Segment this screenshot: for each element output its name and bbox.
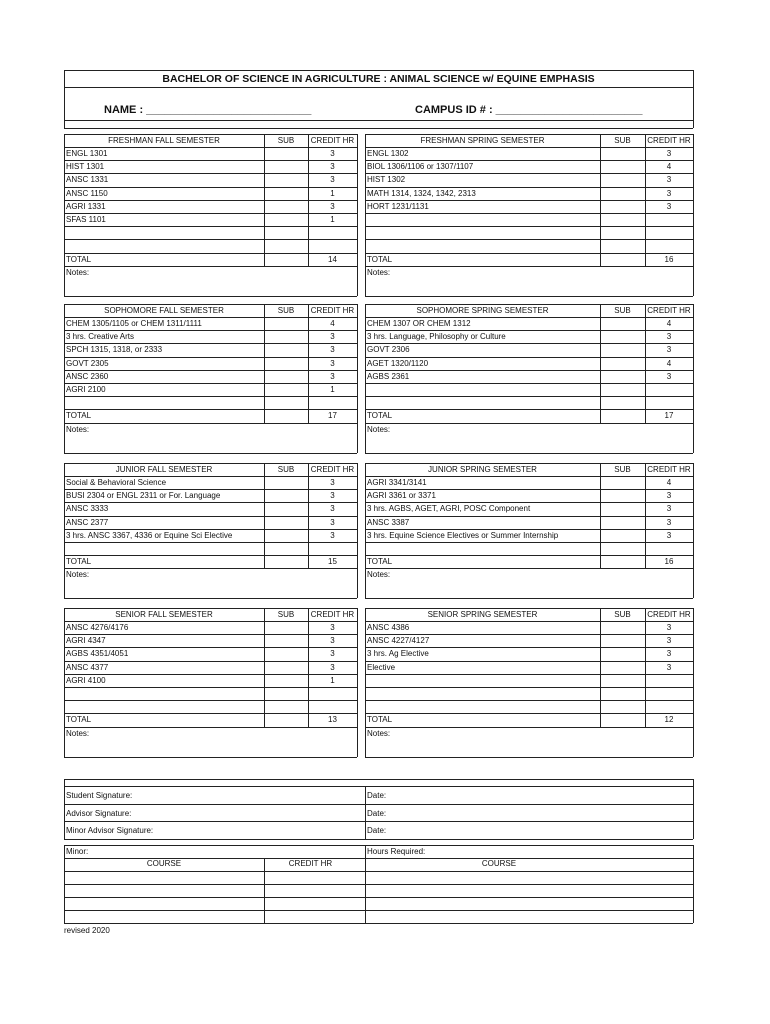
course-name: BUSI 2304 or ENGL 2311 or For. Language (66, 491, 221, 501)
credit-hr-value: 3 (666, 623, 672, 632)
semester-name: FRESHMAN FALL SEMESTER (108, 136, 220, 145)
total-credit-value: 17 (328, 411, 337, 421)
course-name: AGRI 3341/3141 (367, 478, 427, 487)
course-name: ENGL 1301 (66, 149, 108, 158)
semester-name: FRESHMAN SPRING SEMESTER (420, 136, 545, 145)
sub-cell[interactable] (600, 239, 645, 252)
course-name: ANSC 4276/4176 (66, 623, 129, 632)
credit-hr-value: 4 (666, 162, 672, 172)
sub-cell[interactable] (264, 213, 308, 226)
signature-row-rule (64, 839, 693, 840)
total-label: TOTAL (66, 715, 92, 725)
credit-hr-value: 3 (330, 517, 335, 527)
credit-hr-value: 3 (330, 623, 335, 632)
hours-required-label: Hours Required: (367, 847, 426, 856)
course-name: Elective (367, 662, 396, 672)
sub-cell[interactable] (264, 674, 308, 687)
semester-name: SENIOR FALL SEMESTER (115, 610, 213, 619)
sub-cell[interactable] (600, 476, 645, 489)
credit-hr-value: 3 (330, 491, 335, 501)
sub-cell[interactable] (600, 489, 645, 502)
course-name: GOVT 2306 (367, 345, 410, 355)
sub-cell[interactable] (264, 529, 308, 542)
credit-hr-value: 3 (330, 662, 335, 672)
course-name: ANSC 3333 (66, 504, 109, 514)
notes-label: Notes: (367, 267, 391, 277)
signature-divider (365, 786, 366, 839)
credit-hr-value: 3 (330, 649, 335, 659)
sub-cell[interactable] (264, 370, 308, 383)
total-row-rule (365, 568, 693, 569)
sub-cell[interactable] (264, 357, 308, 370)
course-name: BIOL 1306/1106 or 1307/1107 (367, 162, 474, 172)
sub-cell[interactable] (264, 502, 308, 515)
credit-hr-value: 3 (666, 345, 672, 355)
course-name: 3 hrs. AGBS, AGET, AGRI, POSC Component (367, 504, 531, 514)
semester-bottom (365, 296, 693, 297)
total-row-rule (64, 727, 357, 728)
total-label: TOTAL (367, 557, 393, 567)
campus-id-field[interactable]: CAMPUS ID # : ________________________ (415, 104, 643, 116)
sub-cell[interactable] (264, 396, 308, 409)
sub-column-header: SUB (277, 610, 295, 619)
course-row-rule (365, 555, 693, 556)
notes-label: Notes: (66, 424, 90, 434)
course-name: AGRI 2100 (66, 385, 106, 394)
total-row-rule (365, 727, 693, 728)
credit-hr-column-header: CREDIT HR (647, 136, 691, 145)
sub-cell[interactable] (600, 647, 645, 660)
credit-hr-value: 3 (666, 332, 672, 342)
sub-cell[interactable] (600, 213, 645, 226)
date-field[interactable]: Date: (367, 791, 387, 800)
sub-cell[interactable] (264, 476, 308, 489)
v-rule (365, 608, 366, 757)
course-row-rule (64, 239, 357, 240)
sub-column-header: SUB (277, 306, 295, 315)
course-name: CHEM 1307 OR CHEM 1312 (367, 319, 471, 328)
course-name: ANSC 1331 (66, 175, 109, 185)
course-row-rule (365, 253, 693, 254)
credit-hr-value: 3 (330, 149, 335, 158)
notes-label: Notes: (367, 570, 391, 580)
semester-bottom (365, 598, 693, 599)
total-credit-value: 15 (328, 557, 337, 567)
total-credit-value: 13 (328, 715, 337, 725)
sub-cell[interactable] (600, 317, 645, 330)
credit-hr-column-header: CREDIT HR (310, 465, 355, 474)
sub-cell[interactable] (600, 687, 645, 700)
total-label: TOTAL (66, 254, 92, 264)
sub-cell[interactable] (264, 160, 308, 173)
credit-hr-value: 4 (666, 319, 672, 328)
course-name: HORT 1231/1131 (367, 201, 429, 211)
total-credit-value: 16 (664, 557, 674, 567)
sub-cell[interactable] (264, 634, 308, 647)
credit-hr-value: 3 (330, 332, 335, 342)
course-name: 3 hrs. Language, Philosophy or Culture (367, 332, 506, 342)
course-name: ENGL 1302 (367, 149, 409, 158)
minor-row-rule (64, 910, 693, 911)
minor-right-course-column-header: COURSE (481, 859, 517, 868)
total-label: TOTAL (66, 557, 92, 567)
course-name: 3 hrs. Equine Science Electives or Summer Internship (367, 530, 559, 540)
total-label: TOTAL (66, 411, 92, 421)
credit-hr-value: 4 (330, 319, 335, 328)
course-name: 3 hrs. Creative Arts (66, 332, 135, 342)
minor-advisor-signature-field[interactable]: Minor Advisor Signature: (66, 826, 154, 835)
date-field[interactable]: Date: (367, 808, 387, 818)
sub-cell[interactable] (600, 357, 645, 370)
v-rule (693, 304, 694, 453)
course-name: AGRI 4100 (66, 675, 106, 685)
total-label: TOTAL (367, 254, 393, 264)
notes-label: Notes: (66, 728, 90, 738)
semester-name: SENIOR SPRING SEMESTER (427, 610, 538, 619)
student-signature-field[interactable]: Student Signature: (66, 791, 133, 800)
sub-cell[interactable] (264, 700, 308, 713)
course-name: AGRI 4347 (66, 636, 106, 646)
course-row-rule (64, 396, 357, 397)
credit-hr-column-header: CREDIT HR (647, 465, 691, 474)
sub-cell[interactable] (264, 239, 308, 252)
minor-row-rule (64, 884, 693, 885)
total-row-rule (365, 266, 693, 267)
credit-hr-column-header: CREDIT HR (310, 610, 355, 619)
course-name: MATH 1314, 1324, 1342, 2313 (367, 188, 476, 198)
course-row-rule (64, 687, 357, 688)
minor-label: Minor: (66, 847, 89, 856)
course-name: GOVT 2305 (66, 358, 109, 368)
total-credit-value: 12 (664, 715, 674, 725)
signature-box-top (64, 779, 693, 780)
credit-hr-value: 3 (330, 345, 335, 355)
notes-label: Notes: (66, 570, 90, 580)
credit-hr-value: 3 (666, 491, 672, 501)
credit-hr-value: 3 (666, 201, 672, 211)
title-box-line (64, 120, 693, 121)
sub-cell[interactable] (600, 542, 645, 555)
credit-hr-column-header: CREDIT HR (647, 610, 691, 619)
advisor-signature-field[interactable]: Advisor Signature: (66, 808, 132, 818)
v-rule (64, 463, 65, 598)
sub-column-header: SUB (614, 465, 631, 474)
semester-name: JUNIOR SPRING SEMESTER (428, 465, 537, 474)
minor-row-rule (64, 897, 693, 898)
notes-label: Notes: (66, 267, 90, 277)
sub-column-header: SUB (614, 610, 631, 619)
credit-hr-value: 3 (666, 530, 672, 540)
v-rule (357, 463, 358, 598)
course-name: SFAS 1101 (66, 215, 106, 224)
sub-cell[interactable] (264, 343, 308, 356)
course-name: ANSC 4377 (66, 662, 109, 672)
course-name: SPCH 1315, 1318, or 2333 (66, 345, 163, 355)
credit-hr-value: 3 (666, 636, 672, 646)
sub-cell[interactable] (264, 489, 308, 502)
credit-hr-value: 3 (666, 662, 672, 672)
v-rule (693, 463, 694, 598)
title-box-mid (64, 87, 693, 88)
credit-hr-column-header: CREDIT HR (310, 306, 355, 315)
credit-hr-value: 3 (666, 504, 672, 514)
sub-cell[interactable] (600, 661, 645, 674)
credit-hr-value: 3 (666, 371, 672, 381)
credit-hr-value: 1 (330, 675, 335, 685)
total-row-rule (64, 568, 357, 569)
v-rule (693, 845, 694, 923)
v-rule (693, 134, 694, 296)
minor-row-rule (64, 871, 693, 872)
credit-hr-value: 3 (330, 504, 335, 514)
credit-hr-column-header: CREDIT HR (647, 306, 691, 315)
course-name: AGET 1320/1120 (367, 358, 429, 368)
sub-cell[interactable] (600, 529, 645, 542)
semester-bottom (365, 453, 693, 454)
v-rule (365, 134, 366, 296)
sub-cell[interactable] (264, 516, 308, 529)
credit-hr-value: 3 (330, 478, 335, 487)
v-rule (357, 304, 358, 453)
v-rule (357, 608, 358, 757)
credit-hr-value: 1 (330, 215, 335, 224)
sub-cell[interactable] (600, 383, 645, 396)
minor-row-rule (64, 923, 693, 924)
signature-row-rule (64, 786, 693, 787)
credit-hr-value: 4 (666, 478, 672, 487)
sub-cell[interactable] (264, 187, 308, 200)
credit-hr-value: 3 (666, 649, 672, 659)
credit-hr-value: 3 (330, 162, 335, 172)
semester-name: SOPHOMORE FALL SEMESTER (104, 306, 224, 315)
sub-cell[interactable] (264, 200, 308, 213)
course-name: AGBS 2361 (367, 371, 410, 381)
notes-label: Notes: (367, 728, 391, 738)
total-row-rule (365, 423, 693, 424)
v-rule (365, 304, 366, 453)
minor-credit-hr-column-header: CREDIT HR (288, 859, 333, 868)
credit-hr-value: 3 (666, 188, 672, 198)
semester-bottom (64, 757, 357, 758)
sub-cell[interactable] (264, 687, 308, 700)
sub-cell[interactable] (600, 396, 645, 409)
sub-column-header: SUB (277, 465, 295, 474)
total-credit-value: 17 (664, 411, 674, 421)
sub-cell[interactable] (600, 634, 645, 647)
v-rule (693, 779, 694, 839)
semester-bottom (64, 598, 357, 599)
signature-row-rule (64, 821, 693, 822)
course-name: AGRI 3361 or 3371 (367, 491, 436, 501)
credit-hr-column-header: CREDIT HR (310, 136, 355, 145)
page-title: BACHELOR OF SCIENCE IN AGRICULTURE : ANIMAL SCIENCE w/ EQUINE EMPHASIS (162, 73, 595, 85)
credit-hr-value: 3 (330, 636, 335, 646)
course-name: ANSC 2377 (66, 517, 109, 527)
credit-hr-value: 3 (330, 358, 335, 368)
credit-hr-value: 3 (666, 517, 672, 527)
semester-name: JUNIOR FALL SEMESTER (115, 465, 213, 474)
notes-label: Notes: (367, 424, 391, 434)
course-name: ANSC 4386 (367, 623, 410, 632)
title-box-top (64, 70, 693, 71)
sub-cell[interactable] (264, 661, 308, 674)
credit-hr-value: 3 (330, 371, 335, 381)
course-row-rule (64, 700, 357, 701)
course-name: ANSC 4227/4127 (367, 636, 430, 646)
sub-column-header: SUB (277, 136, 295, 145)
course-name: HIST 1302 (367, 175, 406, 185)
semester-bottom (64, 453, 357, 454)
credit-hr-value: 3 (330, 530, 335, 540)
sub-cell[interactable] (264, 317, 308, 330)
credit-hr-value: 4 (666, 358, 672, 368)
credit-hr-value: 3 (330, 175, 335, 185)
sub-cell[interactable] (600, 502, 645, 515)
total-row-rule (64, 266, 357, 267)
course-name: CHEM 1305/1105 or CHEM 1311/1111 (66, 319, 202, 328)
sub-cell[interactable] (600, 200, 645, 213)
sub-cell[interactable] (600, 700, 645, 713)
sub-cell[interactable] (264, 330, 308, 343)
sub-cell[interactable] (600, 674, 645, 687)
minor-course-column-header: COURSE (146, 859, 182, 868)
v-rule (64, 608, 65, 757)
course-name: 3 hrs. ANSC 3367, 4336 or Equine Sci Elective (66, 530, 233, 540)
total-label: TOTAL (367, 715, 393, 725)
date-field[interactable]: Date: (367, 826, 387, 835)
sub-cell[interactable] (600, 330, 645, 343)
sub-cell[interactable] (600, 343, 645, 356)
v-rule (357, 134, 358, 296)
sub-cell[interactable] (600, 516, 645, 529)
course-name: AGRI 1331 (66, 201, 106, 211)
course-name: ANSC 2360 (66, 371, 109, 381)
sub-cell[interactable] (264, 383, 308, 396)
name-field[interactable]: NAME : ___________________________ (104, 104, 312, 116)
sub-cell[interactable] (600, 226, 645, 239)
course-row-rule (365, 713, 693, 714)
v-rule (365, 463, 366, 598)
credit-hr-value: 1 (330, 188, 335, 198)
sub-cell[interactable] (264, 647, 308, 660)
sub-cell[interactable] (264, 542, 308, 555)
sub-cell[interactable] (600, 160, 645, 173)
semester-name: SOPHOMORE SPRING SEMESTER (416, 306, 549, 315)
sub-cell[interactable] (600, 147, 645, 160)
revision-note: revised 2020 (64, 926, 110, 935)
semester-bottom (64, 296, 357, 297)
course-name: 3 hrs. Ag Elective (367, 649, 429, 659)
course-row-rule (365, 409, 693, 410)
v-rule (693, 608, 694, 757)
v-rule (64, 134, 65, 296)
sub-column-header: SUB (614, 136, 631, 145)
credit-hr-value: 1 (330, 385, 335, 394)
total-row-rule (64, 423, 357, 424)
signature-row-rule (64, 804, 693, 805)
credit-hr-value: 3 (666, 175, 672, 185)
sub-cell[interactable] (600, 621, 645, 634)
semester-bottom (365, 757, 693, 758)
title-box-bottom (64, 128, 693, 129)
sub-cell[interactable] (600, 187, 645, 200)
course-name: Social & Behavioral Science (66, 478, 167, 487)
sub-cell[interactable] (600, 370, 645, 383)
course-row-rule (64, 226, 357, 227)
total-label: TOTAL (367, 411, 393, 421)
v-rule (64, 304, 65, 453)
sub-cell[interactable] (264, 226, 308, 239)
sub-cell[interactable] (264, 621, 308, 634)
sub-cell[interactable] (264, 147, 308, 160)
sub-cell[interactable] (264, 173, 308, 186)
course-name: ANSC 1150 (66, 188, 108, 198)
course-row-rule (64, 542, 357, 543)
sub-cell[interactable] (600, 173, 645, 186)
credit-hr-value: 3 (666, 149, 672, 158)
sub-column-header: SUB (614, 306, 631, 315)
course-name: HIST 1301 (66, 162, 105, 172)
total-credit-value: 16 (664, 254, 674, 264)
v-rule (64, 779, 65, 839)
course-name: AGBS 4351/4051 (66, 649, 129, 659)
credit-hr-value: 3 (330, 201, 335, 211)
total-credit-value: 14 (328, 254, 337, 264)
course-name: ANSC 3387 (367, 517, 410, 527)
v-rule (693, 70, 694, 128)
